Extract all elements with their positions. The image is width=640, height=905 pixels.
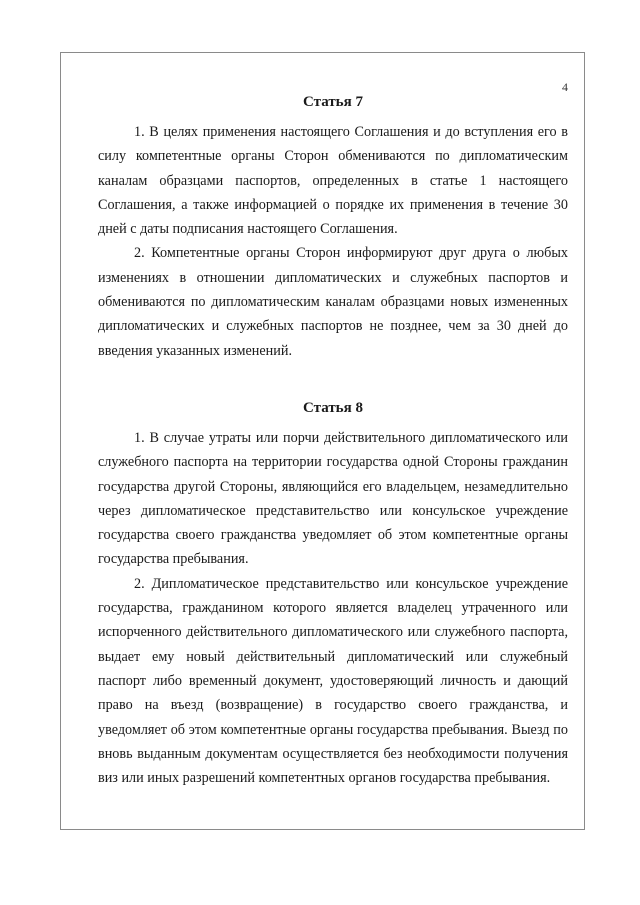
section-gap <box>98 363 568 396</box>
article-8-title: Статья 8 <box>303 399 363 416</box>
article-7 <box>98 90 568 363</box>
article-8 <box>98 396 568 790</box>
article-7-paragraph-2: 2. Компетентные органы Сторон информируют друг друга о любых изменениях в отношении дипломатических и служебных паспортов и обмениваются по дипломатическим каналам образцами новых измененных дипломатических и служебных паспортов не позднее, чем за 30 дней до введения указанных изменений. <box>98 245 568 359</box>
article-7-paragraph-1: 1. В целях применения настоящего Соглашения и до вступления его в силу компетентные органы Сторон обмениваются по дипломатическим каналам образцами паспортов, определенных в статье 1 настоящего Соглашения, а также информацией о порядке их применения в течение 30 дней с даты подписания настоящего Соглашения. <box>98 124 568 238</box>
document-body <box>98 90 568 790</box>
article-8-paragraph-2: 2. Дипломатическое представительство или консульское учреждение государства, гражданином которого является владелец утраченного или испорченного действительного дипломатического или служебного паспорта, выдает ему новый действительный дипломатический или служебный паспорт либо временный документ, удостоверяющий личность и дающий право на въезд (возвращение) в государство своего гражданства, и уведомляет об этом компетентные органы государства пребывания. Выезд по вновь выданным документам осуществляется без необходимости получения виз или иных разрешений компетентных органов государства пребывания. <box>98 575 568 787</box>
article-7-title: Статья 7 <box>303 94 363 110</box>
article-8-paragraph-1: 1. В случае утраты или порчи действительного дипломатического или служебного паспорта на территории государства одной Стороны гражданин государства другой Стороны, являющийся его владельцем, незамедлительно через дипломатическое представительство или консульское учреждение государства своего гражданства уведомляет об этом компетентные органы государства пребывания. <box>98 429 568 568</box>
page-number: 4 <box>562 80 568 94</box>
